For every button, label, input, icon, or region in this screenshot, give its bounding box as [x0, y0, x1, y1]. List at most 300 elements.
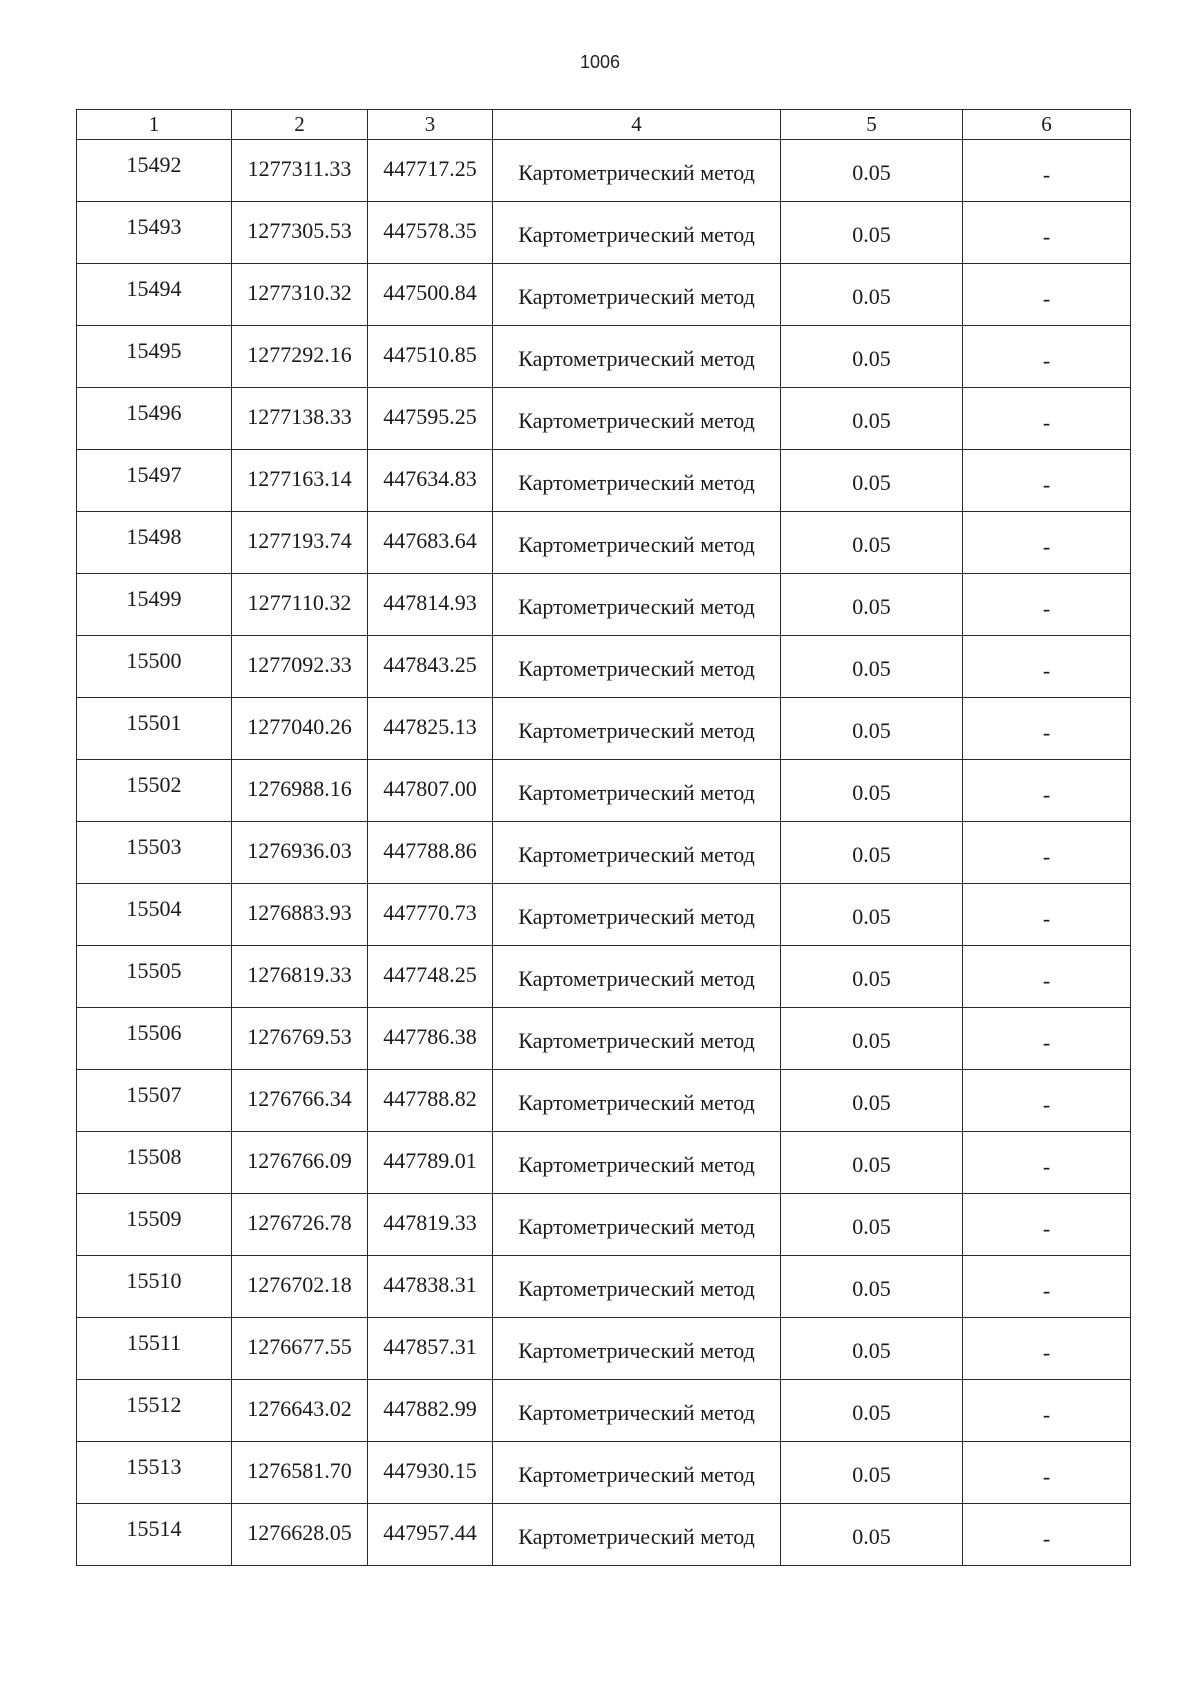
- y-coordinate-cell: [368, 574, 493, 636]
- y-coordinate-text: 447930.15: [383, 1458, 477, 1483]
- note-text: -: [1042, 906, 1051, 931]
- note-text: -: [1042, 286, 1051, 311]
- note-text: -: [1042, 720, 1051, 745]
- y-coordinate-text: 447786.38: [383, 1024, 477, 1049]
- point-number-text: 15498: [126, 524, 182, 549]
- x-coordinate-cell: [232, 760, 368, 822]
- y-coordinate-text: 447843.25: [383, 652, 477, 677]
- note-text: -: [1042, 472, 1051, 497]
- x-coordinate-cell: [232, 574, 368, 636]
- note-cell: [963, 1008, 1131, 1070]
- note-cell: [963, 1380, 1131, 1442]
- table-row: [77, 1194, 1131, 1256]
- method-cell: [493, 1008, 781, 1070]
- header-cell-5: 5: [781, 110, 963, 140]
- note-cell: [963, 1504, 1131, 1566]
- point-number-cell: [77, 140, 232, 202]
- method-text: Картометрический метод: [518, 1214, 755, 1239]
- note-cell: [963, 574, 1131, 636]
- x-coordinate-cell: [232, 946, 368, 1008]
- x-coordinate-text: 1276936.03: [247, 838, 352, 863]
- y-coordinate-cell: [368, 698, 493, 760]
- point-number-text: 15503: [126, 834, 182, 859]
- note-text: -: [1042, 1092, 1051, 1117]
- note-cell: [963, 1132, 1131, 1194]
- method-cell: [493, 450, 781, 512]
- point-number-cell: [77, 388, 232, 450]
- accuracy-cell: [781, 1442, 963, 1504]
- accuracy-text: 0.05: [852, 346, 891, 371]
- accuracy-text: 0.05: [852, 284, 891, 309]
- x-coordinate-text: 1276769.53: [247, 1024, 352, 1049]
- x-coordinate-text: 1277092.33: [247, 652, 352, 677]
- table-header: [77, 110, 1131, 140]
- x-coordinate-text: 1276883.93: [247, 900, 352, 925]
- method-cell: [493, 636, 781, 698]
- y-coordinate-cell: [368, 946, 493, 1008]
- y-coordinate-cell: [368, 140, 493, 202]
- x-coordinate-cell: [232, 1132, 368, 1194]
- y-coordinate-cell: [368, 450, 493, 512]
- accuracy-text: 0.05: [852, 1214, 891, 1239]
- y-coordinate-text: 447788.82: [383, 1086, 477, 1111]
- y-coordinate-text: 447825.13: [383, 714, 477, 739]
- x-coordinate-text: 1277040.26: [247, 714, 352, 739]
- y-coordinate-cell: [368, 326, 493, 388]
- table-row: [77, 326, 1131, 388]
- y-coordinate-cell: [368, 1442, 493, 1504]
- point-number-cell: [77, 946, 232, 1008]
- x-coordinate-text: 1277110.32: [247, 590, 352, 615]
- point-number-cell: [77, 1318, 232, 1380]
- point-number-cell: [77, 574, 232, 636]
- note-text: -: [1042, 1216, 1051, 1241]
- y-coordinate-text: 447814.93: [383, 590, 477, 615]
- x-coordinate-text: 1277193.74: [247, 528, 352, 553]
- y-coordinate-cell: [368, 1194, 493, 1256]
- y-coordinate-cell: [368, 884, 493, 946]
- table-row: [77, 884, 1131, 946]
- y-coordinate-cell: [368, 1504, 493, 1566]
- point-number-cell: [77, 1132, 232, 1194]
- accuracy-text: 0.05: [852, 222, 891, 247]
- point-number-cell: [77, 326, 232, 388]
- y-coordinate-cell: [368, 1008, 493, 1070]
- x-coordinate-cell: [232, 326, 368, 388]
- method-cell: [493, 760, 781, 822]
- y-coordinate-cell: [368, 636, 493, 698]
- method-text: Картометрический метод: [518, 1028, 755, 1053]
- header-cell-2: 2: [232, 110, 368, 140]
- method-cell: [493, 326, 781, 388]
- note-text: -: [1042, 1154, 1051, 1179]
- accuracy-cell: [781, 264, 963, 326]
- method-cell: [493, 1070, 781, 1132]
- method-cell: [493, 388, 781, 450]
- x-coordinate-text: 1276726.78: [247, 1210, 352, 1235]
- x-coordinate-text: 1276819.33: [247, 962, 352, 987]
- accuracy-cell: [781, 1008, 963, 1070]
- method-cell: [493, 1380, 781, 1442]
- note-text: -: [1042, 1464, 1051, 1489]
- y-coordinate-cell: [368, 1318, 493, 1380]
- point-number-text: 15514: [126, 1516, 182, 1541]
- point-number-cell: [77, 202, 232, 264]
- note-text: -: [1042, 410, 1051, 435]
- accuracy-text: 0.05: [852, 656, 891, 681]
- point-number-text: 15504: [126, 896, 182, 921]
- x-coordinate-text: 1276643.02: [247, 1396, 352, 1421]
- method-cell: [493, 698, 781, 760]
- method-text: Картометрический метод: [518, 284, 755, 309]
- y-coordinate-text: 447789.01: [383, 1148, 477, 1173]
- method-cell: [493, 946, 781, 1008]
- table-row: [77, 450, 1131, 512]
- x-coordinate-cell: [232, 822, 368, 884]
- table-row: [77, 760, 1131, 822]
- x-coordinate-cell: [232, 636, 368, 698]
- point-number-cell: [77, 1070, 232, 1132]
- note-text: -: [1042, 1030, 1051, 1055]
- accuracy-text: 0.05: [852, 1152, 891, 1177]
- note-cell: [963, 698, 1131, 760]
- point-number-cell: [77, 1008, 232, 1070]
- x-coordinate-text: 1276766.34: [247, 1086, 352, 1111]
- accuracy-cell: [781, 946, 963, 1008]
- point-number-text: 15494: [126, 276, 182, 301]
- note-cell: [963, 264, 1131, 326]
- point-number-text: 15499: [126, 586, 182, 611]
- point-number-cell: [77, 698, 232, 760]
- method-text: Картометрический метод: [518, 842, 755, 867]
- method-text: Картометрический метод: [518, 656, 755, 681]
- method-cell: [493, 1442, 781, 1504]
- point-number-text: 15493: [126, 214, 182, 239]
- method-text: Картометрический метод: [518, 1462, 755, 1487]
- accuracy-text: 0.05: [852, 904, 891, 929]
- accuracy-cell: [781, 698, 963, 760]
- method-text: Картометрический метод: [518, 1090, 755, 1115]
- note-text: -: [1042, 348, 1051, 373]
- note-cell: [963, 946, 1131, 1008]
- method-cell: [493, 884, 781, 946]
- accuracy-cell: [781, 574, 963, 636]
- y-coordinate-cell: [368, 264, 493, 326]
- method-text: Картометрический метод: [518, 904, 755, 929]
- table-row: [77, 636, 1131, 698]
- accuracy-cell: [781, 1256, 963, 1318]
- x-coordinate-cell: [232, 1256, 368, 1318]
- y-coordinate-text: 447788.86: [383, 838, 477, 863]
- accuracy-text: 0.05: [852, 1524, 891, 1549]
- x-coordinate-cell: [232, 388, 368, 450]
- method-text: Картометрический метод: [518, 594, 755, 619]
- note-text: -: [1042, 1526, 1051, 1551]
- header-cell-4: 4: [493, 110, 781, 140]
- accuracy-text: 0.05: [852, 1090, 891, 1115]
- method-text: Картометрический метод: [518, 408, 755, 433]
- accuracy-text: 0.05: [852, 1400, 891, 1425]
- x-coordinate-text: 1276628.05: [247, 1520, 352, 1545]
- method-text: Картометрический метод: [518, 1400, 755, 1425]
- point-number-cell: [77, 636, 232, 698]
- point-number-text: 15509: [126, 1206, 182, 1231]
- y-coordinate-cell: [368, 1132, 493, 1194]
- coordinates-table: [76, 109, 1131, 1566]
- point-number-text: 15501: [126, 710, 182, 735]
- x-coordinate-text: 1277311.33: [247, 156, 352, 181]
- page-number: 1006: [579, 52, 621, 72]
- table-row: [77, 698, 1131, 760]
- note-cell: [963, 1070, 1131, 1132]
- note-cell: [963, 760, 1131, 822]
- point-number-text: 15495: [126, 338, 182, 363]
- accuracy-cell: [781, 1318, 963, 1380]
- table-row: [77, 1442, 1131, 1504]
- accuracy-cell: [781, 636, 963, 698]
- point-number-cell: [77, 1256, 232, 1318]
- table-row: [77, 1318, 1131, 1380]
- table-body: [77, 140, 1131, 1566]
- method-text: Картометрический метод: [518, 532, 755, 557]
- note-cell: [963, 450, 1131, 512]
- header-cell-1: 1: [77, 110, 232, 140]
- method-cell: [493, 1318, 781, 1380]
- point-number-text: 15505: [126, 958, 182, 983]
- point-number-text: 15502: [126, 772, 182, 797]
- y-coordinate-text: 447748.25: [383, 962, 477, 987]
- accuracy-text: 0.05: [852, 966, 891, 991]
- table-row: [77, 574, 1131, 636]
- method-text: Картометрический метод: [518, 780, 755, 805]
- x-coordinate-text: 1276677.55: [247, 1334, 352, 1359]
- note-text: -: [1042, 1278, 1051, 1303]
- y-coordinate-text: 447595.25: [383, 404, 477, 429]
- y-coordinate-cell: [368, 202, 493, 264]
- accuracy-cell: [781, 388, 963, 450]
- method-cell: [493, 1256, 781, 1318]
- table-row: [77, 1380, 1131, 1442]
- note-text: -: [1042, 162, 1051, 187]
- accuracy-text: 0.05: [852, 1462, 891, 1487]
- y-coordinate-text: 447770.73: [383, 900, 477, 925]
- y-coordinate-text: 447882.99: [383, 1396, 477, 1421]
- y-coordinate-cell: [368, 388, 493, 450]
- y-coordinate-text: 447957.44: [383, 1520, 477, 1545]
- note-text: -: [1042, 782, 1051, 807]
- table-row: [77, 388, 1131, 450]
- method-text: Картометрический метод: [518, 1152, 755, 1177]
- point-number-cell: [77, 884, 232, 946]
- accuracy-text: 0.05: [852, 842, 891, 867]
- note-cell: [963, 512, 1131, 574]
- x-coordinate-cell: [232, 140, 368, 202]
- method-cell: [493, 140, 781, 202]
- y-coordinate-text: 447683.64: [383, 528, 477, 553]
- x-coordinate-cell: [232, 450, 368, 512]
- note-cell: [963, 1194, 1131, 1256]
- y-coordinate-cell: [368, 760, 493, 822]
- point-number-cell: [77, 264, 232, 326]
- y-coordinate-text: 447807.00: [383, 776, 477, 801]
- note-text: -: [1042, 596, 1051, 621]
- y-coordinate-text: 447717.25: [383, 156, 477, 181]
- note-cell: [963, 388, 1131, 450]
- accuracy-cell: [781, 326, 963, 388]
- table-row: [77, 202, 1131, 264]
- point-number-text: 15510: [126, 1268, 182, 1293]
- method-text: Картометрический метод: [518, 966, 755, 991]
- accuracy-cell: [781, 822, 963, 884]
- x-coordinate-cell: [232, 1318, 368, 1380]
- x-coordinate-text: 1276988.16: [247, 776, 352, 801]
- method-cell: [493, 1132, 781, 1194]
- x-coordinate-cell: [232, 1008, 368, 1070]
- accuracy-cell: [781, 512, 963, 574]
- y-coordinate-text: 447838.31: [383, 1272, 477, 1297]
- accuracy-cell: [781, 450, 963, 512]
- point-number-cell: [77, 512, 232, 574]
- note-cell: [963, 1318, 1131, 1380]
- y-coordinate-text: 447500.84: [383, 280, 477, 305]
- accuracy-text: 0.05: [852, 1028, 891, 1053]
- table-row: [77, 140, 1131, 202]
- point-number-cell: [77, 1194, 232, 1256]
- x-coordinate-text: 1277163.14: [247, 466, 352, 491]
- point-number-text: 15492: [126, 152, 182, 177]
- point-number-text: 15511: [126, 1330, 182, 1355]
- accuracy-text: 0.05: [852, 594, 891, 619]
- y-coordinate-text: 447819.33: [383, 1210, 477, 1235]
- point-number-text: 15513: [126, 1454, 182, 1479]
- accuracy-text: 0.05: [852, 718, 891, 743]
- accuracy-text: 0.05: [852, 1338, 891, 1363]
- note-text: -: [1042, 224, 1051, 249]
- table-row: [77, 1256, 1131, 1318]
- y-coordinate-cell: [368, 1380, 493, 1442]
- note-cell: [963, 1256, 1131, 1318]
- point-number-cell: [77, 450, 232, 512]
- note-text: -: [1042, 1402, 1051, 1427]
- note-text: -: [1042, 658, 1051, 683]
- method-text: Картометрический метод: [518, 1338, 755, 1363]
- method-cell: [493, 512, 781, 574]
- accuracy-cell: [781, 884, 963, 946]
- table-row: [77, 1132, 1131, 1194]
- table-row: [77, 1008, 1131, 1070]
- x-coordinate-cell: [232, 1070, 368, 1132]
- y-coordinate-text: 447510.85: [383, 342, 477, 367]
- table-row: [77, 1504, 1131, 1566]
- point-number-cell: [77, 822, 232, 884]
- x-coordinate-text: 1277292.16: [247, 342, 352, 367]
- note-cell: [963, 202, 1131, 264]
- table-row: [77, 264, 1131, 326]
- point-number-cell: [77, 760, 232, 822]
- y-coordinate-text: 447634.83: [383, 466, 477, 491]
- y-coordinate-cell: [368, 1256, 493, 1318]
- x-coordinate-cell: [232, 1504, 368, 1566]
- accuracy-cell: [781, 1380, 963, 1442]
- y-coordinate-cell: [368, 822, 493, 884]
- x-coordinate-text: 1276766.09: [247, 1148, 352, 1173]
- x-coordinate-cell: [232, 264, 368, 326]
- accuracy-cell: [781, 760, 963, 822]
- x-coordinate-cell: [232, 1194, 368, 1256]
- point-number-text: 15496: [126, 400, 182, 425]
- accuracy-cell: [781, 1194, 963, 1256]
- accuracy-text: 0.05: [852, 470, 891, 495]
- accuracy-text: 0.05: [852, 780, 891, 805]
- x-coordinate-text: 1277138.33: [247, 404, 352, 429]
- x-coordinate-cell: [232, 884, 368, 946]
- method-text: Картометрический метод: [518, 160, 755, 185]
- accuracy-text: 0.05: [852, 1276, 891, 1301]
- accuracy-cell: [781, 140, 963, 202]
- x-coordinate-text: 1276581.70: [247, 1458, 352, 1483]
- accuracy-cell: [781, 1070, 963, 1132]
- accuracy-cell: [781, 1504, 963, 1566]
- point-number-text: 15512: [126, 1392, 182, 1417]
- x-coordinate-cell: [232, 202, 368, 264]
- point-number-text: 15506: [126, 1020, 182, 1045]
- note-text: -: [1042, 844, 1051, 869]
- method-cell: [493, 1194, 781, 1256]
- accuracy-cell: [781, 202, 963, 264]
- x-coordinate-text: 1277310.32: [247, 280, 352, 305]
- y-coordinate-cell: [368, 512, 493, 574]
- point-number-cell: [77, 1504, 232, 1566]
- method-text: Картометрический метод: [518, 1276, 755, 1301]
- note-cell: [963, 326, 1131, 388]
- method-cell: [493, 574, 781, 636]
- y-coordinate-cell: [368, 1070, 493, 1132]
- method-text: Картометрический метод: [518, 718, 755, 743]
- point-number-cell: [77, 1442, 232, 1504]
- x-coordinate-cell: [232, 1442, 368, 1504]
- method-text: Картометрический метод: [518, 470, 755, 495]
- point-number-cell: [77, 1380, 232, 1442]
- table-row: [77, 946, 1131, 1008]
- note-text: -: [1042, 534, 1051, 559]
- header-cell-3: 3: [368, 110, 493, 140]
- method-cell: [493, 1504, 781, 1566]
- table-row: [77, 822, 1131, 884]
- x-coordinate-cell: [232, 512, 368, 574]
- header-row: [77, 110, 1131, 140]
- note-cell: [963, 822, 1131, 884]
- accuracy-text: 0.05: [852, 160, 891, 185]
- x-coordinate-text: 1276702.18: [247, 1272, 352, 1297]
- note-cell: [963, 1442, 1131, 1504]
- x-coordinate-text: 1277305.53: [247, 218, 352, 243]
- y-coordinate-text: 447578.35: [383, 218, 477, 243]
- method-text: Картометрический метод: [518, 346, 755, 371]
- table-row: [77, 512, 1131, 574]
- note-text: -: [1042, 1340, 1051, 1365]
- point-number-text: 15500: [126, 648, 182, 673]
- note-cell: [963, 636, 1131, 698]
- x-coordinate-cell: [232, 1380, 368, 1442]
- table-row: [77, 1070, 1131, 1132]
- method-cell: [493, 202, 781, 264]
- method-cell: [493, 822, 781, 884]
- point-number-text: 15497: [126, 462, 182, 487]
- accuracy-cell: [781, 1132, 963, 1194]
- note-text: -: [1042, 968, 1051, 993]
- method-text: Картометрический метод: [518, 222, 755, 247]
- x-coordinate-cell: [232, 698, 368, 760]
